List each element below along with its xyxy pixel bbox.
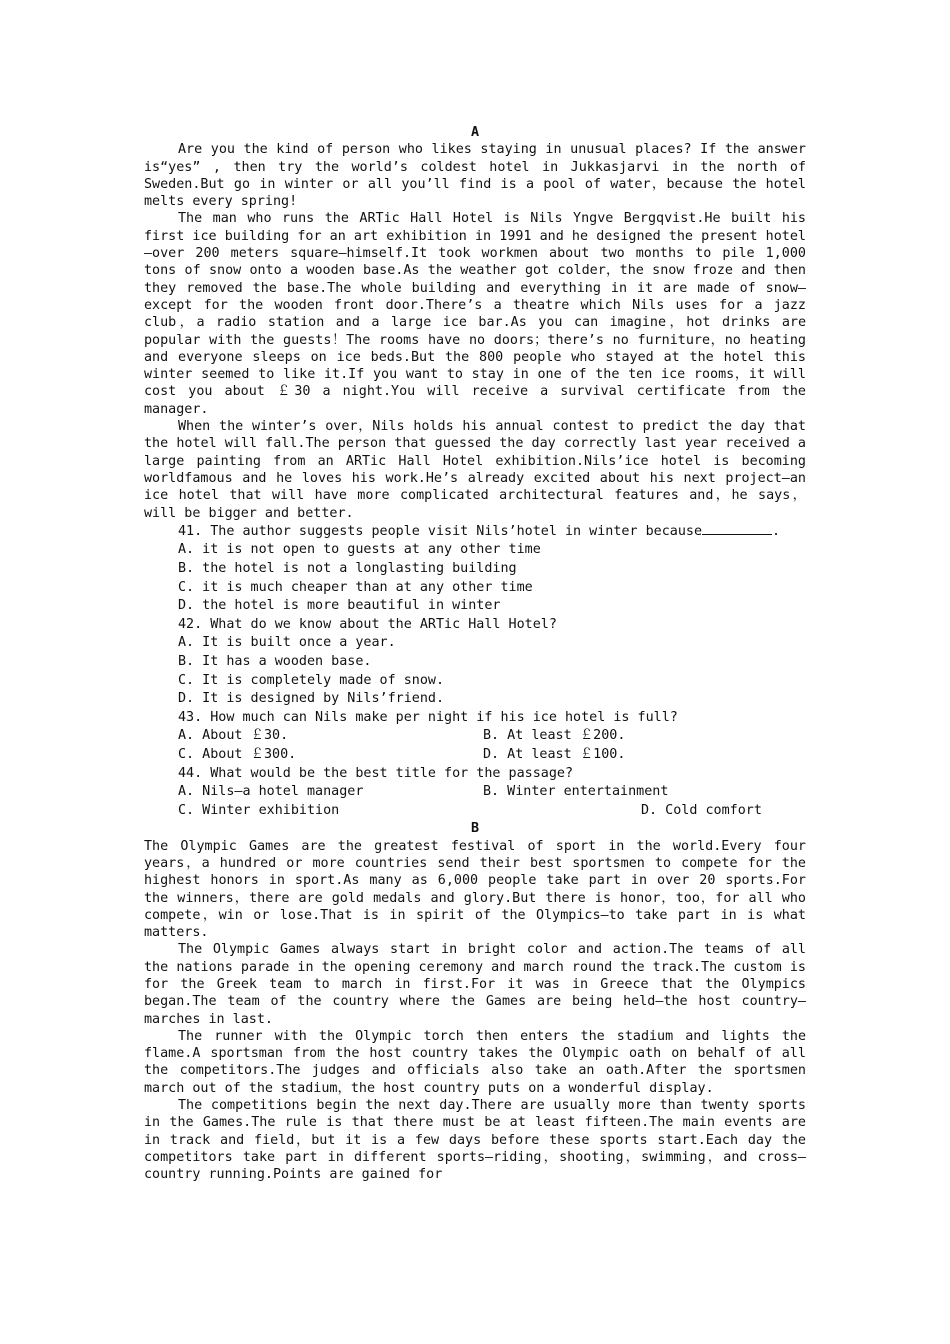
question-44-stem: 44. What would be the best title for the passage? (178, 765, 574, 781)
question-44-options-row-1 (144, 783, 806, 802)
question-43-option-b: B. At least ￡200. (483, 728, 626, 744)
passage-a-paragraph-3: When the winter’s over，Nils holds his annual contest to predict the day that the hotel will fall.The person that guessed the day correctly last year received a large painting from an ARTic Hall Hotel exhibition.Nils’ice hotel is becoming worldfamous and he loves his work.He’s already excited about his next project—an ice hotel that will have more complicated architectural features and，he says，will be bigger and better. (144, 419, 806, 521)
question-42-option-b: B. It has a wooden base. (178, 653, 372, 669)
answer-blank (702, 522, 772, 535)
question-41-option-c: C. it is much cheaper than at any other time (178, 579, 533, 595)
question-44-options-row-2 (144, 802, 806, 821)
question-43-options-row-2 (144, 746, 806, 765)
question-44-option-d: D. Cold comfort (641, 802, 762, 818)
question-41 (144, 522, 806, 616)
passage-a-paragraph-2: The man who runs the ARTic Hall Hotel is Nils Yngve Bergqvist.He built his first ice building for an art exhibition in 1991 and he designed the present hotel—over 200 meters square—himself.It took workmen about two months to pile 1,000 tons of snow onto a wooden base.As the weather got colder，the snow froze and then they removed the base.The whole building and everything in it are made of snow—except for the wooden front door.There’s a theatre which Nils uses for a jazz club，a radio station and a large ice bar.As you can imagine，hot drinks are popular with the guests！The rooms have no doors；there’s no furniture，no heating and everyone sleeps on ice beds.But the 800 people who stayed at the hotel this winter seemed to like it.If you want to stay in one of the ten ice rooms，it will cost you about ￡30 a night.You will receive a survival certificate from the manager. (144, 211, 806, 417)
question-43-stem: 43. How much can Nils make per night if his ice hotel is full? (178, 709, 678, 725)
question-43-option-a: A. About ￡30. (178, 728, 289, 744)
question-42-stem: 42. What do we know about the ARTic Hall Hotel? (178, 616, 557, 632)
passage-b-paragraph-2: The Olympic Games always start in bright color and action.The teams of all the nations parade in the opening ceremony and march round the track.The custom is for the Greek team to march in first.For it was in Greece that the Olympics began.The team of the country where the Games are being held—the host country—marches in last. (144, 942, 806, 1027)
question-43-option-c: C. About ￡300. (178, 746, 297, 762)
passage-b-paragraph-3: The runner with the Olympic torch then enters the stadium and lights the flame.A sportsman from the host country takes the Olympic oath on behalf of all the competitors.The judges and officials also take an oath.After the sportsmen march out of the stadium，the host country puts on a wonderful display. (144, 1028, 806, 1096)
question-42-option-c: C. It is completely made of snow. (178, 672, 445, 688)
question-44-option-b: B. Winter entertainment (483, 784, 669, 800)
question-41-option-d: D. the hotel is more beautiful in winter (178, 598, 501, 614)
section-b-title: B (470, 821, 480, 837)
question-44-option-c: C. Winter exhibition (178, 802, 340, 818)
question-41-option-a: A. it is not open to guests at any other time (178, 542, 541, 558)
question-43 (144, 709, 806, 765)
question-44-option-a: A. Nils—a hotel manager (178, 784, 364, 800)
question-41-option-b: B. the hotel is not a longlasting building (178, 561, 517, 577)
passage-b-paragraph-1: The Olympic Games are the greatest festival of sport in the world.Every four years，a hundred or more countries send their best sportsmen to compete for the highest honors in sport.As many as 6,000 people take part in over 20 sports.For the winners，there are gold medals and glory.But there is honor，too，for all who compete，win or lose.That is in spirit of the Olympics—to take part in is what matters. (144, 838, 806, 941)
question-42 (144, 616, 806, 709)
section-a-title: A (470, 125, 480, 140)
document-page (144, 124, 806, 1184)
question-42-option-a: A. It is built once a year. (178, 635, 396, 651)
question-43-options-row-1 (144, 727, 806, 746)
question-41-stem: 41. The author suggests people visit Nils’hotel in winter because . (178, 523, 781, 539)
question-44 (144, 765, 806, 821)
passage-b-paragraph-4: The competitions begin the next day.There are usually more than twenty sports in the Games.The rule is that there must be at least fifteen.The main events are in track and field，but it is a few days before these sports start.Each day the competitors take part in different sports—riding，shooting，swimming，and cross—country running.Points are gained for (144, 1098, 806, 1183)
passage-a-paragraph-1: Are you the kind of person who likes staying in unusual places? If the answer is“yes” , then try the world’s coldest hotel in Jukkasjarvi in the north of Sweden.But go in winter or all you’ll find is a pool of water，because the hotel melts every spring! (144, 142, 806, 210)
question-43-option-d: D. At least ￡100. (483, 746, 626, 762)
question-42-option-d: D. It is designed by Nils’friend. (178, 691, 445, 707)
